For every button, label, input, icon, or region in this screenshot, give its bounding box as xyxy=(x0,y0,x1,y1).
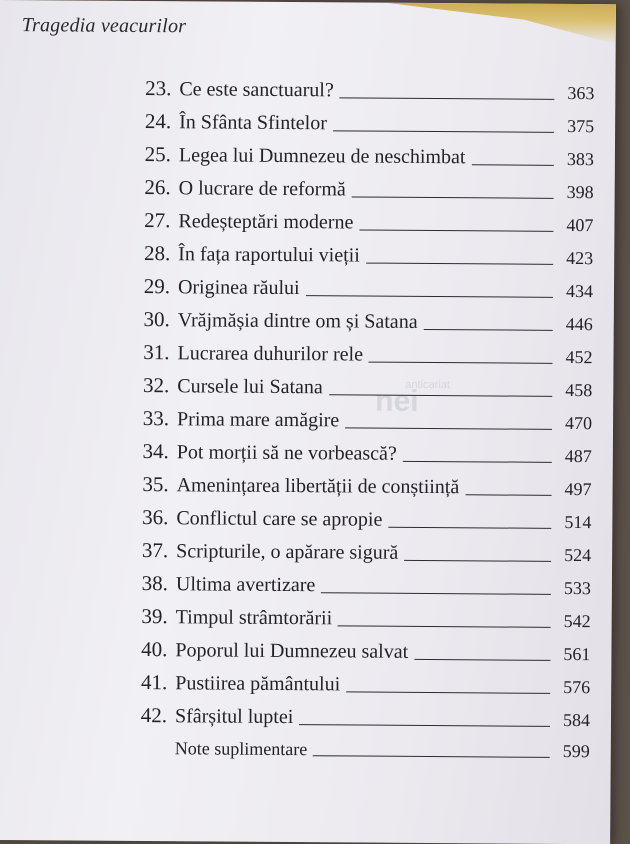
entry-page: 599 xyxy=(556,741,590,762)
toc-entry xyxy=(106,566,591,599)
toc-entry xyxy=(109,137,594,170)
entry-number: 34. xyxy=(107,439,177,464)
leader-line xyxy=(346,691,550,693)
entry-number: 28. xyxy=(108,241,178,266)
entry-number: 41. xyxy=(105,670,175,695)
entry-title: Note suplimentare xyxy=(175,738,308,760)
entry-title: Ce este sanctuarul? xyxy=(179,78,334,102)
entry-number: 38. xyxy=(106,571,176,596)
entry-title: Sfârșitul luptei xyxy=(175,705,293,729)
toc-entry xyxy=(105,665,590,698)
leader-line xyxy=(338,625,551,627)
entry-page: 398 xyxy=(560,182,594,203)
toc-entry xyxy=(108,203,593,236)
entry-number: 33. xyxy=(107,406,177,431)
entry-title: Prima mare amăgire xyxy=(177,408,339,432)
leader-line xyxy=(414,659,550,661)
entry-page: 446 xyxy=(559,314,593,335)
toc-entry xyxy=(105,632,590,665)
entry-page: 458 xyxy=(558,380,592,401)
leader-line xyxy=(366,263,553,265)
entry-title: Pustiirea pământului xyxy=(175,672,340,696)
entry-title: În Sfânta Sfintelor xyxy=(179,111,327,135)
entry-number: 23. xyxy=(109,76,179,101)
entry-number: 40. xyxy=(105,637,175,662)
leader-line xyxy=(471,164,553,166)
toc-entry xyxy=(109,71,594,104)
leader-line xyxy=(369,362,553,364)
leader-line xyxy=(306,295,553,298)
entry-number: 36. xyxy=(106,505,176,530)
leader-line xyxy=(404,560,551,562)
entry-number: 25. xyxy=(109,142,179,167)
toc-entry xyxy=(106,533,591,566)
entry-page: 434 xyxy=(559,281,593,302)
entry-title: Scripturile, o apărare sigură xyxy=(176,540,398,565)
entry-page: 383 xyxy=(560,149,594,170)
toc-entry xyxy=(108,269,593,302)
entry-title: Originea răului xyxy=(178,276,300,300)
leader-line xyxy=(403,461,552,463)
toc-entry xyxy=(109,104,594,137)
entry-title: O lucrare de reformă xyxy=(179,177,346,201)
toc-entry xyxy=(107,434,592,467)
entry-number: 31. xyxy=(107,340,177,365)
entry-page: 576 xyxy=(556,677,590,698)
leader-line xyxy=(345,427,552,429)
toc-entry-notes xyxy=(105,729,590,762)
entry-title: Amenințarea libertății de conștiință xyxy=(177,474,460,499)
leader-line xyxy=(333,130,554,133)
entry-page: 407 xyxy=(559,215,593,236)
entry-page: 561 xyxy=(556,644,590,665)
leader-line xyxy=(299,724,550,727)
entry-page: 542 xyxy=(557,611,591,632)
entry-page: 363 xyxy=(560,83,594,104)
toc-entry xyxy=(109,170,594,203)
toc-entry xyxy=(106,599,591,632)
entry-number: 24. xyxy=(109,109,179,134)
entry-title: În fața raportului vieții xyxy=(178,243,360,267)
entry-number: 42. xyxy=(105,703,175,728)
entry-title: Ultima avertizare xyxy=(176,573,316,597)
entry-title: Poporul lui Dumnezeu salvat xyxy=(175,639,408,664)
toc-entry xyxy=(105,698,590,731)
entry-title: Lucrarea duhurilor rele xyxy=(177,342,363,366)
running-head: Tragedia veacurilor xyxy=(22,14,187,38)
entry-page: 375 xyxy=(560,116,594,137)
entry-page: 470 xyxy=(558,413,592,434)
toc-entry xyxy=(107,335,592,368)
watermark-text: nei xyxy=(375,385,419,418)
entry-number: 29. xyxy=(108,274,178,299)
watermark-small-text: anticariat xyxy=(405,379,450,391)
entry-page: 497 xyxy=(558,479,592,500)
entry-title: Conflictul care se apropie xyxy=(176,507,382,531)
leader-line xyxy=(313,755,550,758)
entry-page: 584 xyxy=(556,710,590,731)
entry-title: Pot morții să ne vorbească? xyxy=(177,441,397,466)
toc-entry xyxy=(107,401,592,434)
entry-number: 30. xyxy=(108,307,178,332)
leader-line xyxy=(329,394,552,397)
entry-page: 452 xyxy=(558,347,592,368)
entry-title: Vrăjmășia dintre om și Satana xyxy=(178,309,418,334)
entry-number: 37. xyxy=(106,538,176,563)
entry-number: 32. xyxy=(107,373,177,398)
entry-page: 524 xyxy=(557,545,591,566)
entry-number: 26. xyxy=(109,175,179,200)
toc-entry xyxy=(107,368,592,401)
entry-page: 514 xyxy=(557,512,591,533)
entry-title: Redeșteptări moderne xyxy=(178,210,353,234)
leader-line xyxy=(321,592,551,595)
entry-title: Timpul strâmtorării xyxy=(176,606,333,630)
entry-page: 533 xyxy=(557,578,591,599)
leader-line xyxy=(359,230,553,232)
toc-entry xyxy=(106,500,591,533)
leader-line xyxy=(424,329,553,331)
leader-line xyxy=(388,527,551,529)
entry-number: 27. xyxy=(108,208,178,233)
toc-entry xyxy=(108,302,593,335)
leader-line xyxy=(465,494,551,496)
leader-line xyxy=(340,97,555,99)
entry-number: 39. xyxy=(106,604,176,629)
leader-line xyxy=(352,196,554,198)
entry-page: 423 xyxy=(559,248,593,269)
entry-page: 487 xyxy=(558,446,592,467)
entry-title: Cursele lui Satana xyxy=(177,375,323,399)
toc-entry xyxy=(107,467,592,500)
toc-entry xyxy=(108,236,593,269)
entry-title: Legea lui Dumnezeu de neschimbat xyxy=(179,144,466,169)
entry-number: 35. xyxy=(107,472,177,497)
